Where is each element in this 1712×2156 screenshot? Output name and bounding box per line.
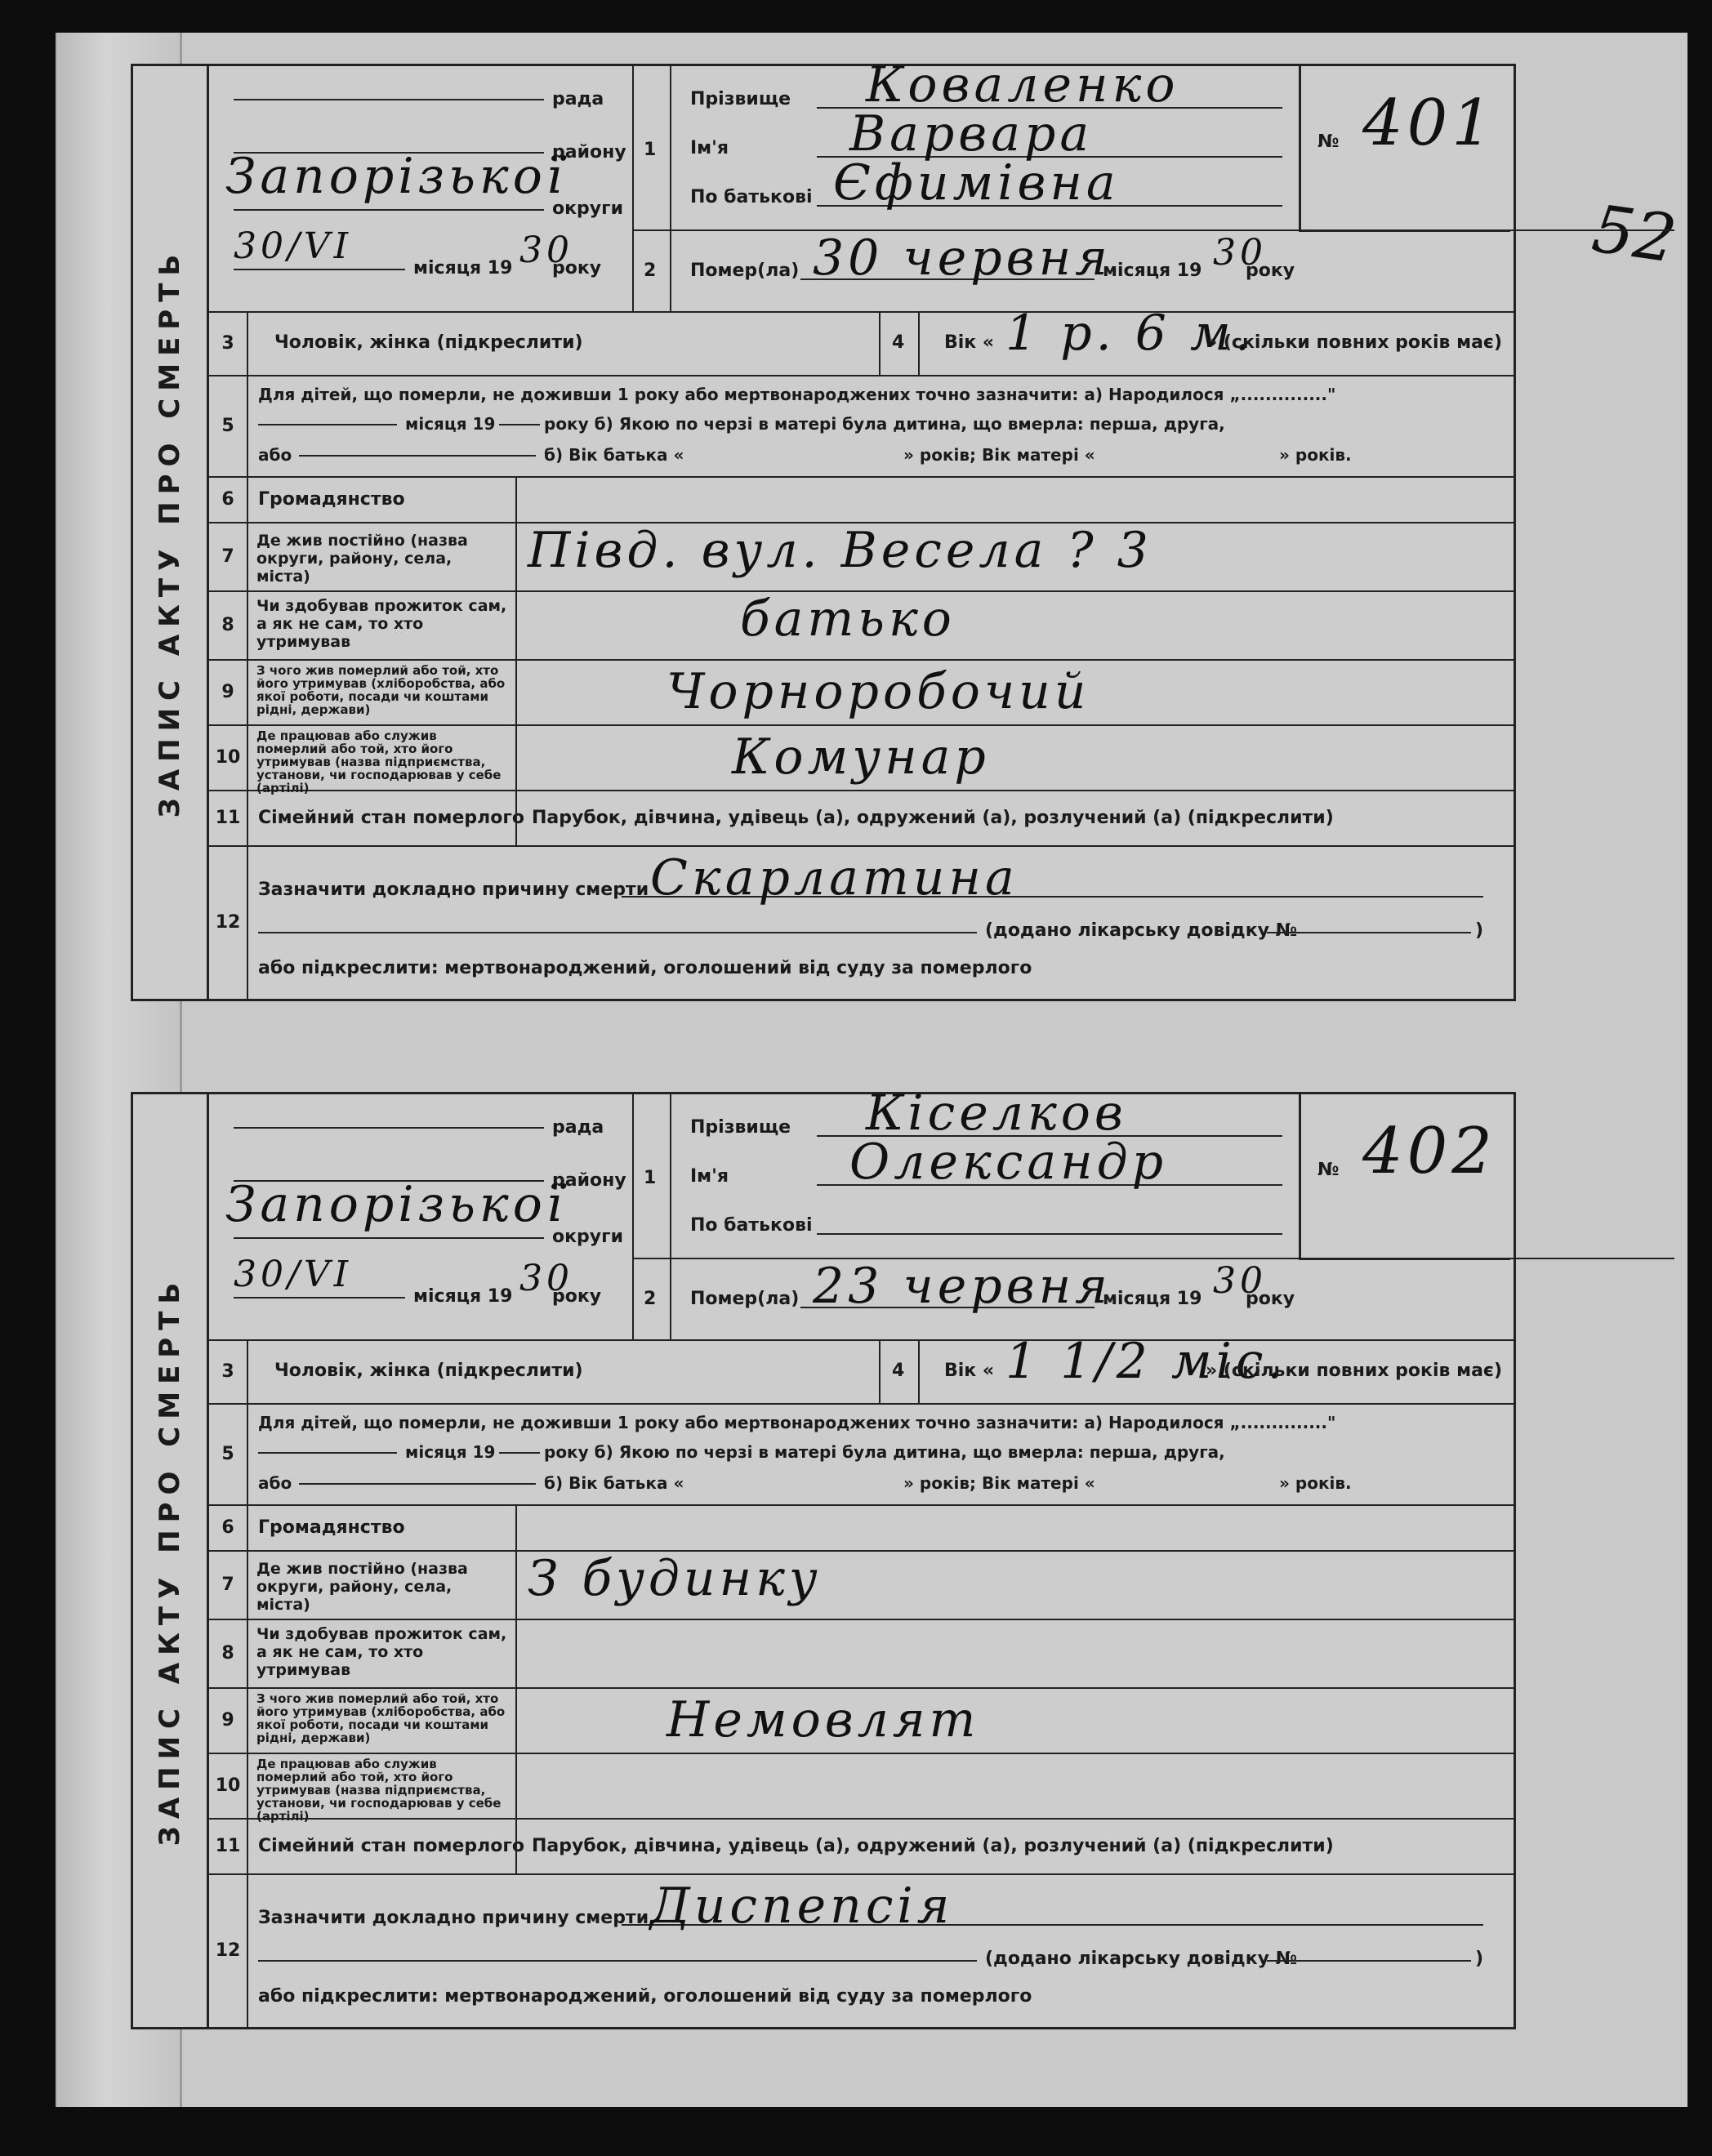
- children-line-2: місяця 19: [405, 414, 496, 434]
- name-label: Ім'я: [690, 138, 729, 158]
- cause-value: Диспепсія: [650, 1878, 954, 1935]
- side-title-cell: [133, 66, 209, 999]
- died-day: 30 червня: [813, 229, 1112, 287]
- work-value: Комунар: [732, 728, 990, 786]
- reg-day: 30/VI: [234, 1254, 352, 1295]
- cert-label: (додано лікарську довідку №: [985, 920, 1298, 941]
- record-number: 402: [1362, 1115, 1496, 1188]
- age-value: 1 р. 6 м.: [1005, 305, 1255, 362]
- work-label: Де працював або служив померлий або той, хто його утримував (назва підприємства, установи, чи господарював у себе (артілі): [256, 728, 502, 795]
- okruha-value: Запорізької: [225, 1176, 567, 1233]
- children-line-3b: б) Вік батька «: [544, 445, 684, 465]
- died-label: Помер(ла): [690, 1289, 800, 1309]
- reg-year: 30: [519, 229, 573, 271]
- cause-label: Зазначити докладно причину смерти: [258, 880, 649, 900]
- income-label: З чого жив померлий або той, хто його утримував (хліборобства, або якої роботи, посади чи коштами рідні, держави): [256, 1691, 506, 1745]
- row-number: 1: [644, 1168, 657, 1188]
- children-line-3c: » років; Вік матері «: [903, 1473, 1095, 1493]
- reg-year-label: року: [552, 258, 602, 278]
- death-record-form: ЗАПИС АКТУ ПРО СМЕРТЬ рада району Запорізької округи 30/VI місяця 19 30 року 1 2 Прізвище Коваленко Ім'я Варвара По батькові Єфимівна Помер(ла) 30 червня місяця 19 30 року № 401 3 Чоловік, жінка (підкреслити) 4 Вік « 1 р. 6 м. » (скільки повних років має) 5 Для дітей, що померли, не доживши 1 року або мертвонароджених точно зазначити: а) Народилося „.............." місяця 19 року б) Якою по черзі в матері була дитина, що вмерла: перша, друга, або б) Вік батька « » років; Вік матері « » років. 6 Громадянство 7 Де жив постійно (назва округи, району, села, міста) Півд. вул. Весела ? 3 8 Чи здобував прожиток сам, а як не сам, то хто утримував батько 9 З чого жив померлий або той, хто його утримував (хліборобства, або якої роботи, посади чи коштами рідні, держави) Чорноробочий 10 Де працював або служив померлий або той, хто його утримував (назва підприємства, установи, чи господарював у себе (артілі) Комунар 11 Сімейний стан померлого Парубок, дівчина, удівець (а), одружений (а), розлучений (а) (підкреслити) 12 Зазначити докладно причину смерти Скарлатина (додано лікарську довідку № ) або підкреслити: мертвонароджений, оголошений від суду за померлого: [131, 64, 1516, 1001]
- age-label: Вік «: [944, 1361, 995, 1381]
- surname-label: Прізвище: [690, 1117, 791, 1138]
- number-label: №: [1317, 131, 1340, 152]
- surname-value: Коваленко: [866, 56, 1179, 114]
- rada-label: рада: [552, 1117, 604, 1138]
- cause-label: Зазначити докладно причину смерти: [258, 1908, 649, 1928]
- okruha-label: округи: [552, 1227, 624, 1247]
- rada-label: рада: [552, 89, 604, 109]
- died-year: 30: [1213, 232, 1267, 274]
- age-value: 1 1/2 міс.: [1005, 1333, 1287, 1390]
- children-line-2b: року б) Якою по черзі в матері була дитина, що вмерла: перша, друга,: [544, 414, 1225, 434]
- surname-label: Прізвище: [690, 89, 791, 109]
- name-value: Варвара: [849, 105, 1094, 163]
- patronymic-label: По батькові: [690, 1215, 813, 1236]
- support-label: Чи здобував прожиток сам, а як не сам, то хто утримував: [256, 597, 507, 651]
- reg-month-label: місяця 19: [413, 1286, 513, 1307]
- okruha-value: Запорізької: [225, 148, 567, 205]
- record-number: 401: [1362, 87, 1496, 160]
- died-year-label: року: [1246, 261, 1295, 281]
- died-month-label: місяця 19: [1103, 261, 1202, 281]
- sheet-number: 52: [1588, 190, 1681, 278]
- cause-value: Скарлатина: [650, 849, 1019, 906]
- residence-value: Півд. вул. Весела ? 3: [528, 522, 1152, 579]
- income-value: Чорноробочий: [667, 663, 1090, 720]
- marital-label: Сімейний стан померлого: [258, 808, 524, 828]
- reg-year: 30: [519, 1258, 573, 1299]
- stillborn-label: або підкреслити: мертвонароджений, оголошений від суду за померлого: [258, 1986, 1032, 2007]
- side-title-cell: [133, 1094, 209, 2027]
- children-line-3d: » років.: [1279, 1473, 1352, 1493]
- support-value: батько: [740, 590, 956, 648]
- residence-label: Де жив постійно (назва округи, району, села, міста): [256, 1560, 468, 1614]
- children-line-1: Для дітей, що померли, не доживши 1 року або мертвонароджених точно зазначити: а) Народилося „..............": [258, 1413, 1336, 1432]
- surname-value: Кіселков: [866, 1085, 1127, 1142]
- citizenship-label: Громадянство: [258, 489, 405, 510]
- died-day: 23 червня: [813, 1258, 1112, 1315]
- reg-month-label: місяця 19: [413, 258, 513, 278]
- citizenship-label: Громадянство: [258, 1517, 405, 1538]
- number-label: №: [1317, 1160, 1340, 1180]
- died-month-label: місяця 19: [1103, 1289, 1202, 1309]
- sex-label: Чоловік, жінка (підкреслити): [274, 332, 583, 353]
- marital-label: Сімейний стан померлого: [258, 1836, 524, 1856]
- children-line-2b: року б) Якою по черзі в матері була дитина, що вмерла: перша, друга,: [544, 1442, 1225, 1462]
- name-label: Ім'я: [690, 1166, 729, 1187]
- age-note: » (скільки повних років має): [1206, 332, 1503, 353]
- row-number: 2: [644, 261, 657, 281]
- row-number: 4: [892, 1361, 905, 1381]
- work-label: Де працював або служив померлий або той, хто його утримував (назва підприємства, установи, чи господарював у себе (артілі): [256, 1757, 502, 1824]
- cert-close: ): [1475, 1949, 1484, 1969]
- income-value: Немовлят: [667, 1691, 980, 1748]
- raion-label: району: [552, 1170, 626, 1191]
- residence-value: З будинку: [528, 1550, 822, 1607]
- children-line-2: місяця 19: [405, 1442, 496, 1462]
- residence-label: Де жив постійно (назва округи, району, села, міста): [256, 532, 468, 586]
- children-line-1: Для дітей, що померли, не доживши 1 року або мертвонароджених точно зазначити: а) Народилося „..............": [258, 385, 1336, 404]
- age-label: Вік «: [944, 332, 995, 353]
- died-year: 30: [1213, 1260, 1267, 1302]
- side-title: ЗАПИС АКТУ ПРО СМЕРТЬ: [154, 1275, 186, 1846]
- income-label: З чого жив померлий або той, хто його утримував (хліборобства, або якої роботи, посади чи коштами рідні, держави): [256, 663, 506, 717]
- cert-label: (додано лікарську довідку №: [985, 1949, 1298, 1969]
- patronymic-value: Єфимівна: [833, 154, 1120, 212]
- died-year-label: року: [1246, 1289, 1295, 1309]
- children-line-3d: » років.: [1279, 445, 1352, 465]
- marital-options: Парубок, дівчина, удівець (а), одружений (а), розлучений (а) (підкреслити): [532, 808, 1334, 828]
- name-value: Олександр: [849, 1134, 1168, 1191]
- raion-label: району: [552, 142, 626, 163]
- stillborn-label: або підкреслити: мертвонароджений, оголошений від суду за померлого: [258, 958, 1032, 978]
- row-number: 1: [644, 140, 657, 160]
- patronymic-label: По батькові: [690, 187, 813, 207]
- died-label: Помер(ла): [690, 261, 800, 281]
- children-line-3: або: [258, 1473, 292, 1493]
- reg-year-label: року: [552, 1286, 602, 1307]
- age-note: » (скільки повних років має): [1206, 1361, 1503, 1381]
- support-label: Чи здобував прожиток сам, а як не сам, то хто утримував: [256, 1625, 507, 1679]
- cert-close: ): [1475, 920, 1484, 941]
- row-number: 2: [644, 1289, 657, 1309]
- children-line-3: або: [258, 445, 292, 465]
- children-line-3c: » років; Вік матері «: [903, 445, 1095, 465]
- reg-day: 30/VI: [234, 225, 352, 267]
- okruha-label: округи: [552, 198, 624, 219]
- row-number: 4: [892, 332, 905, 353]
- side-title: ЗАПИС АКТУ ПРО СМЕРТЬ: [154, 247, 186, 818]
- sex-label: Чоловік, жінка (підкреслити): [274, 1361, 583, 1381]
- children-line-3b: б) Вік батька «: [544, 1473, 684, 1493]
- marital-options: Парубок, дівчина, удівець (а), одружений (а), розлучений (а) (підкреслити): [532, 1836, 1334, 1856]
- death-record-form: ЗАПИС АКТУ ПРО СМЕРТЬ рада району Запорізької округи 30/VI місяця 19 30 року 1 2 Прізвище Кіселков Ім'я Олександр По батькові Помер(ла) 23 червня місяця 19 30 року № 402 3 Чоловік, жінка (підкреслити) 4 Вік « 1 1/2 міс. » (скільки повних років має) 5 Для дітей, що померли, не доживши 1 року або мертвонароджених точно зазначити: а) Народилося „.............." місяця 19 року б) Якою по черзі в матері була дитина, що вмерла: перша, друга, або б) Вік батька « » років; Вік матері « » років. 6 Громадянство 7 Де жив постійно (назва округи, району, села, міста) З будинку 8 Чи здобував прожиток сам, а як не сам, то хто утримував 9 З чого жив померлий або той, хто його утримував (хліборобства, або якої роботи, посади чи коштами рідні, держави) Немовлят 10 Де працював або служив померлий або той, хто його утримував (назва підприємства, установи, чи господарював у себе (артілі) 11 Сімейний стан померлого Парубок, дівчина, удівець (а), одружений (а), розлучений (а) (підкреслити) 12 Зазначити докладно причину смерти Диспепсія (додано лікарську довідку № ) або підкреслити: мертвонароджений, оголошений від суду за померлого: [131, 1092, 1516, 2029]
